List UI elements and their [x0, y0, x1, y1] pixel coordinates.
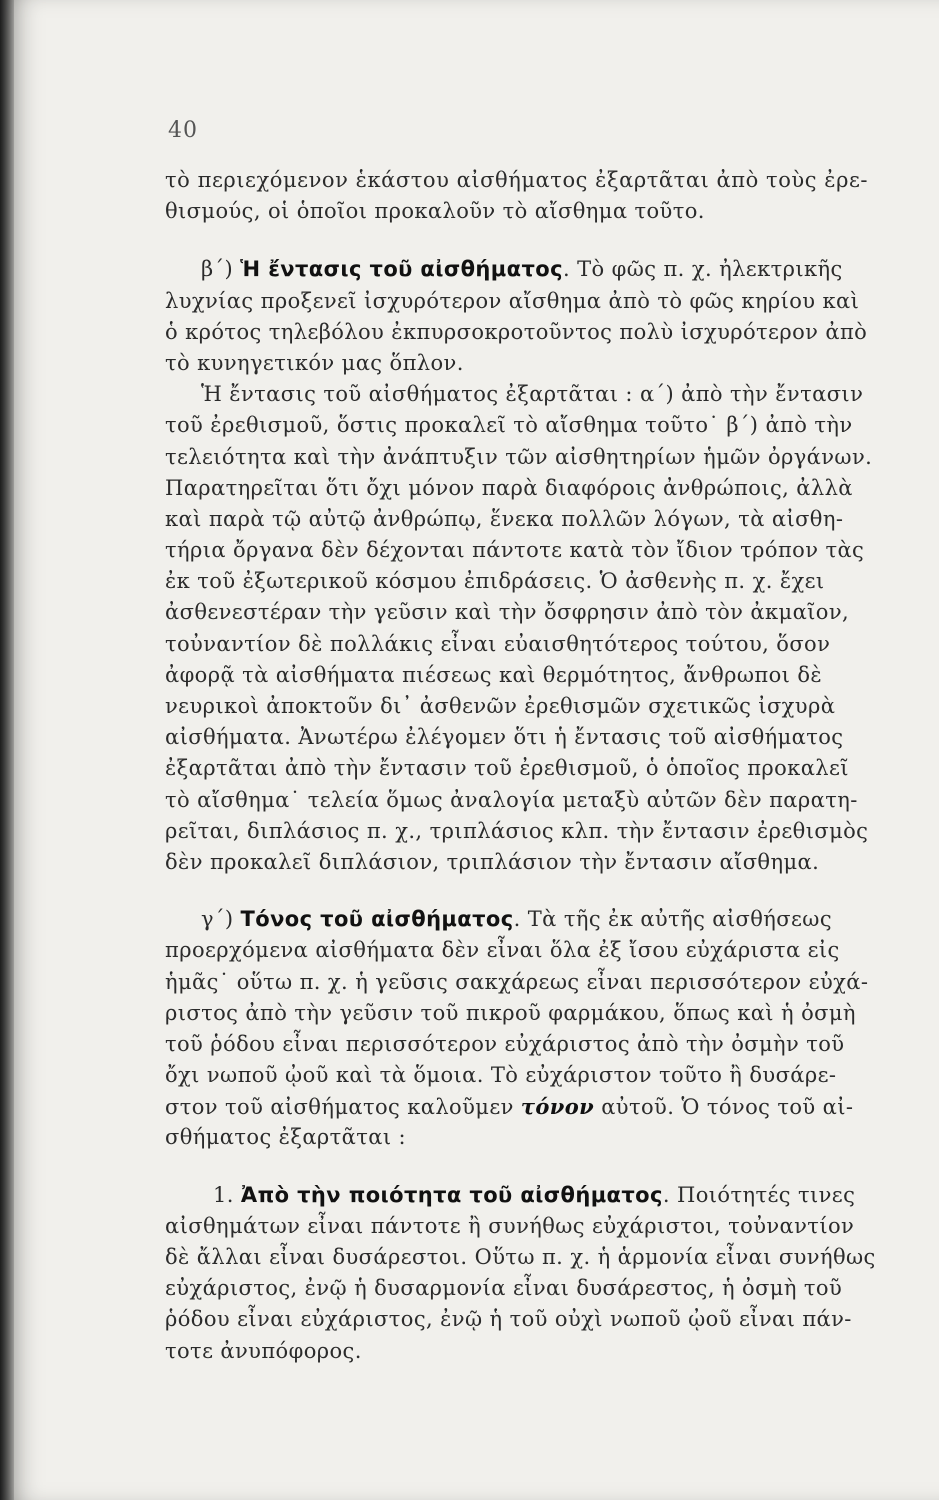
paragraph-3	[165, 904, 893, 1154]
emphasized-term: τόνον	[520, 1094, 595, 1120]
body-text	[165, 165, 893, 1367]
text-line: θισμούς, οἱ ὁποῖοι προκαλοῦν τὸ αἴσθημα τοῦτο.	[165, 199, 705, 224]
section-marker: β΄)	[201, 257, 241, 282]
text-line: τήρια ὄργανα δὲν δέχονται πάντοτε κατὰ τὸν ἴδιον τρόπον τὰς	[165, 538, 865, 563]
text-line: ἐκ τοῦ ἐξωτερικοῦ κόσμου ἐπιδράσεις. Ὁ ἀσθενὴς π. χ. ἔχει	[165, 569, 825, 594]
text-line: ὄχι νωποῦ ᾠοῦ καὶ τὰ ὅμοια. Τὸ εὐχάριστον τοῦτο ἢ δυσάρε-	[165, 1063, 837, 1088]
page-number: 40	[168, 118, 198, 143]
section-heading: Τόνος τοῦ αἰσθήματος	[240, 907, 514, 932]
text-line: τοῦ ἐρεθισμοῦ, ὅστις προκαλεῖ τὸ αἴσθημα τοῦτο˙ β΄) ἀπὸ τὴν	[165, 413, 853, 438]
text-line: τοτε ἀνυπόφορος.	[165, 1338, 362, 1363]
text-line: εὐχάριστος, ἐνῷ ἡ δυσαρμονία εἶναι δυσάρεστος, ἡ ὀσμὴ τοῦ	[165, 1276, 843, 1301]
text-line: ρεῖται, διπλάσιος π. χ., τριπλάσιος κλπ. τὴν ἔντασιν ἐρεθισμὸς	[165, 818, 869, 843]
text-run: . Τὸ φῶς π. χ. ἠλεκτρικῆς	[562, 257, 843, 282]
text-line: τελειότητα καὶ τὴν ἀνάπτυξιν τῶν αἰσθητηρίων ἡμῶν ὀργάνων.	[165, 444, 873, 469]
text-line	[165, 904, 893, 935]
text-line	[165, 1180, 893, 1211]
section-marker: γ΄)	[201, 907, 241, 932]
text-line: σθήματος ἐξαρτᾶται :	[165, 1125, 407, 1150]
section-heading: Ἀπὸ τὴν ποιότητα τοῦ αἰσθήματος	[240, 1182, 663, 1207]
text-line: αἰσθήματα. Ἀνωτέρω ἐλέγομεν ὅτι ἡ ἔντασις τοῦ αἰσθήματος	[165, 725, 844, 750]
book-spine-shadow	[0, 0, 14, 1500]
text-line: Ἡ ἔντασις τοῦ αἰσθήματος ἐξαρτᾶται : α΄) ἀπὸ τὴν ἔντασιν	[201, 382, 864, 407]
text-line: ὁ κρότος τηλεβόλου ἐκπυρσοκροτοῦντος πολὺ ἰσχυρότερον ἀπὸ	[165, 319, 868, 344]
text-line: καὶ παρὰ τῷ αὐτῷ ἀνθρώπῳ, ἕνεκα πολλῶν λόγων, τὰ αἰσθη-	[165, 506, 844, 531]
section-heading: Ἡ ἔντασις τοῦ αἰσθήματος	[240, 257, 563, 282]
text-line: τὸ κυνηγετικόν μας ὅπλον.	[165, 350, 464, 375]
text-line: ἡμᾶς˙ οὕτω π. χ. ἡ γεῦσις σακχάρεως εἶναι περισσότερον εὐχά-	[165, 969, 869, 994]
paragraph-2	[165, 254, 893, 878]
text-line: τὸ αἴσθημα˙ τελεία ὅμως ἀναλογία μεταξὺ αὐτῶν δὲν παρατη-	[165, 787, 858, 812]
text-line: τὸ περιεχόμενον ἑκάστου αἰσθήματος ἐξαρτᾶται ἀπὸ τοὺς ἐρε-	[165, 168, 869, 192]
text-line: τοὐναντίον δὲ πολλάκις εἶναι εὐαισθητότερος τούτου, ὅσον	[165, 631, 831, 656]
text-line: ριστος ἀπὸ τὴν γεῦσιν τοῦ πικροῦ φαρμάκου, ὅπως καὶ ἡ ὀσμὴ	[165, 1000, 856, 1025]
list-number: 1.	[213, 1182, 241, 1207]
text-line: ῥόδου εἶναι εὐχάριστος, ἐνῷ ἡ τοῦ οὐχὶ νωποῦ ᾠοῦ εἶναι πάν-	[165, 1307, 852, 1332]
paragraph-4	[165, 1180, 893, 1367]
text-line	[165, 254, 893, 285]
text-line: ἀσθενεστέραν τὴν γεῦσιν καὶ τὴν ὄσφρησιν ἀπὸ τὸν ἀκμαῖον,	[165, 600, 850, 625]
text-line: Παρατηρεῖται ὅτι ὄχι μόνον παρὰ διαφόροις ἀνθρώποις, ἀλλὰ	[165, 475, 853, 500]
text-line: ἐξαρτᾶται ἀπὸ τὴν ἔντασιν τοῦ ἐρεθισμοῦ, ὁ ὁποῖος προκαλεῖ	[165, 756, 849, 781]
text-run: στον τοῦ αἰσθήματος καλοῦμεν	[165, 1095, 521, 1120]
text-line: αἰσθημάτων εἶναι πάντοτε ἢ συνήθως εὐχάριστοι, τοὐναντίον	[165, 1213, 855, 1238]
text-line	[165, 1091, 893, 1122]
text-line: νευρικοὶ ἀποκτοῦν δι᾿ ἀσθενῶν ἐρεθισμῶν σχετικῶς ἰσχυρὰ	[165, 694, 836, 718]
text-line: λυχνίας προξενεῖ ἰσχυρότερον αἴσθημα ἀπὸ τὸ φῶς κηρίου καὶ	[165, 288, 860, 313]
text-line: δὲν προκαλεῖ διπλάσιον, τριπλάσιον τὴν ἔντασιν αἴσθημα.	[165, 849, 820, 874]
text-line: ἀφορᾷ τὰ αἰσθήματα πιέσεως καὶ θερμότητος, ἄνθρωποι δὲ	[165, 662, 823, 687]
text-line: προερχόμενα αἰσθήματα δὲν εἶναι ὅλα ἐξ ἴσου εὐχάριστα εἰς	[165, 938, 840, 963]
text-line: δὲ ἄλλαι εἶναι δυσάρεστοι. Οὕτω π. χ. ἡ ἁρμονία εἶναι συνήθως	[165, 1245, 876, 1269]
text-run: . Τὰ τῆς ἐκ αὐτῆς αἰσθήσεως	[513, 907, 832, 932]
text-run: . Ποιότητές τινες	[662, 1182, 856, 1207]
text-line: τοῦ ῥόδου εἶναι περισσότερον εὐχάριστος ἀπὸ τὴν ὀσμὴν τοῦ	[165, 1031, 845, 1056]
text-run: αὐτοῦ. Ὁ τόνος τοῦ αἰ-	[594, 1095, 854, 1120]
paragraph-1	[165, 165, 893, 227]
